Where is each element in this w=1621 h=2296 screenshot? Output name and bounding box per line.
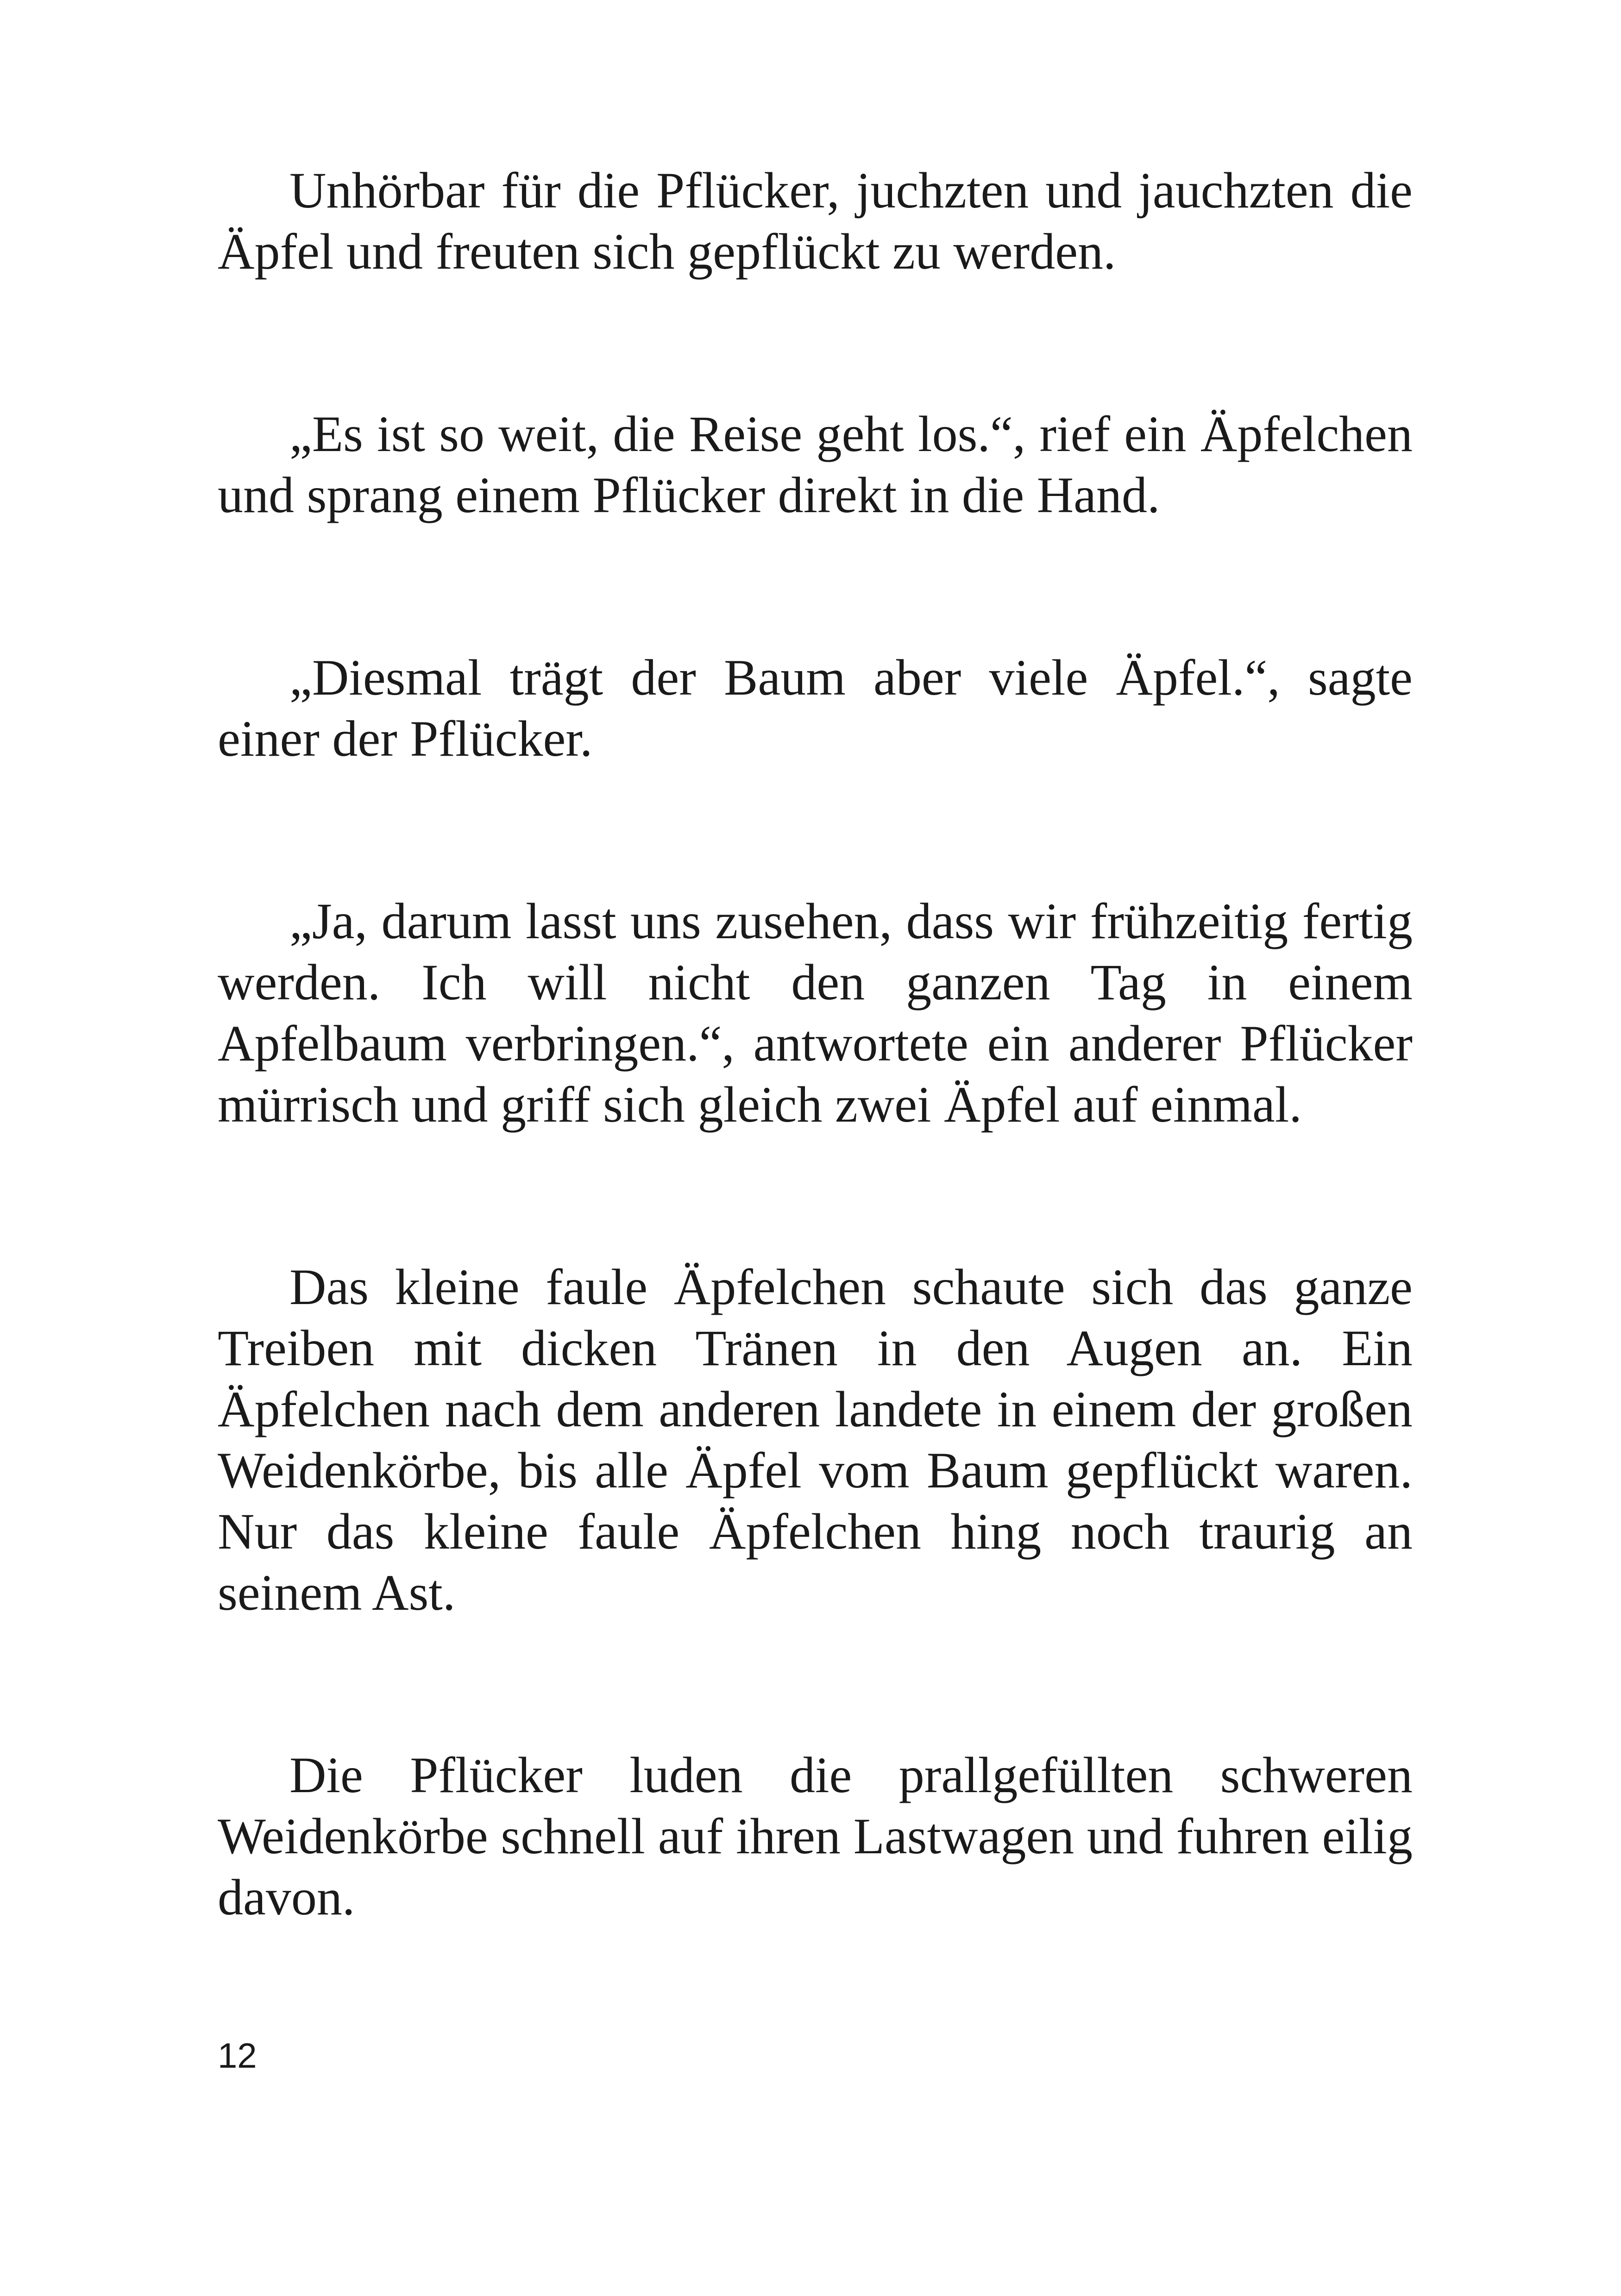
paragraph-5: Das kleine faule Äpfelchen schaute sich das ganze Treiben mit dicken Tränen in den Augen an. Ein Äpfelchen nach dem anderen landete in einem der großen Weidenkörbe, bis alle Äpfel vom Baum gepflückt waren. Nur das kleine faule Äpfelchen hing noch traurig an seinem Ast. — [218, 1259, 1413, 1621]
paragraph-4: „Ja, darum lasst uns zusehen, dass wir frühzeitig fertig werden. Ich will nicht den ganzen Tag in einem Apfelbaum verbringen.“, antwortete ein anderer Pflücker mürrisch und griff sich gleich zwei Äpfel auf einmal. — [218, 893, 1413, 1133]
paragraph-3: „Diesmal trägt der Baum aber viele Äpfel.“, sagte einer der Pflücker. — [218, 649, 1413, 767]
paragraph-6: Die Pflücker luden die prallgefüllten schweren Weidenkörbe schnell auf ihren Lastwagen und fuhren eilig davon. — [218, 1747, 1413, 1926]
paragraph-1: Unhörbar für die Pflücker, juchzten und jauchzten die Äpfel und freuten sich gepflückt zu werden. — [218, 162, 1413, 280]
page-number: 12 — [218, 2036, 257, 2076]
paragraph-2: „Es ist so weit, die Reise geht los.“, rief ein Äpfelchen und sprang einem Pflücker direkt in die Hand. — [218, 406, 1413, 523]
story-text — [218, 160, 1413, 2049]
